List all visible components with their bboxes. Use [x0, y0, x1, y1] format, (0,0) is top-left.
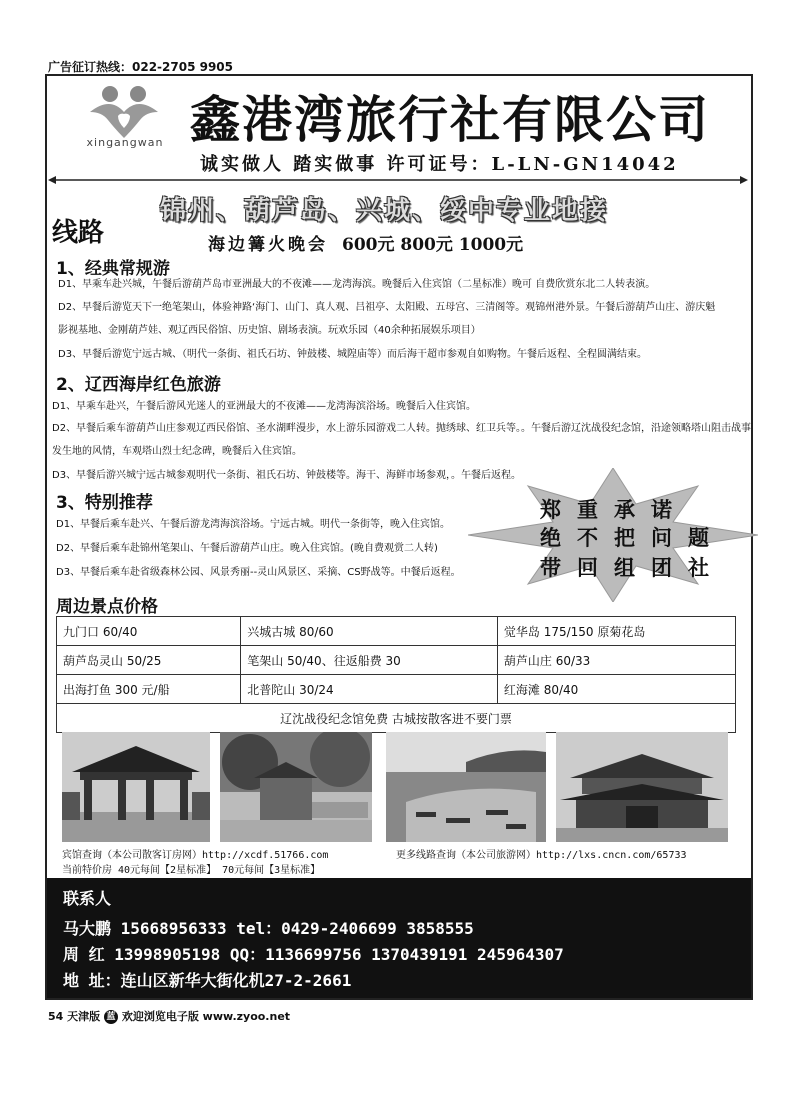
- price-cell: 兴城古城 80/60: [241, 617, 498, 646]
- price-cell: 葫芦山庄 60/33: [497, 646, 735, 675]
- footer-text: 欢迎浏览电子版 www.zyoo.net: [121, 1010, 291, 1023]
- price-cell: 笔架山 50/40、往返船费 30: [241, 646, 498, 675]
- section-title: 2、辽西海岸红色旅游: [56, 375, 221, 395]
- table-row: [57, 704, 736, 733]
- route-line: D2、早餐后乘车赴锦州笔架山、午餐后游葫芦山庄。晚入住宾馆。(晚自费观赏二人转): [56, 543, 438, 554]
- contact-line: 周 红 13998905198 QQ：1136699756 1370439191 245964307: [63, 945, 564, 964]
- free-note: 辽沈战役纪念馆免费 古城按散客进不要门票: [57, 704, 736, 733]
- page-footer: [48, 1008, 290, 1024]
- special-room-caption: 当前特价房 40元每间【2星标准】 70元每间【3星标准】: [62, 865, 321, 876]
- temple-photo: [556, 732, 728, 842]
- contact-title: 联系人: [63, 889, 112, 908]
- route-line: 影视基地、金刚葫芦娃、观辽西民俗馆、历史馆、剧场表演。玩欢乐园（40余种拓展娱乐项目）: [58, 325, 481, 336]
- promise-line: 郑重承诺: [540, 497, 688, 522]
- table-row: [57, 675, 736, 704]
- more-routes-caption: 更多线路查询（本公司旅游网）http://lxs.cncn.com/65733: [396, 850, 687, 861]
- price-cell: 九门口 60/40: [57, 617, 241, 646]
- price-cell: 葫芦岛灵山 50/25: [57, 646, 241, 675]
- table-row: [57, 617, 736, 646]
- slogan: 诚实做人 踏实做事 许可证号：L-LN-GN14042: [200, 154, 679, 175]
- banner-headline: 锦州、葫芦岛、兴城、绥中专业地接: [160, 196, 609, 226]
- route-line: 发生地的风情，车观塔山烈士纪念碑，晚餐后入住宾馆。: [52, 446, 302, 457]
- logo-text: xingangwan: [86, 136, 164, 149]
- price-cell: 出海打鱼 300 元/船: [57, 675, 241, 704]
- bonfire-party: [208, 230, 523, 255]
- price-cell: 红海滩 80/40: [497, 675, 735, 704]
- price-cell: 觉华岛 175/150 原菊花岛: [497, 617, 735, 646]
- route-line: D1、早乘车赴兴，午餐后游风光迷人的亚洲最大的不夜滩——龙湾海滨浴场。晚餐后入住宾馆。: [52, 401, 477, 412]
- ad-hotline: 广告征订热线：022-2705 9905: [48, 60, 234, 74]
- route-line: D1、早乘车赴兴城，午餐后游葫芦岛市亚洲最大的不夜滩——龙湾海滨。晚餐后入住宾馆（二星标准）晚可 自费欣赏东北二人转表演。: [58, 279, 656, 290]
- party-prices: 600元 800元 1000元: [342, 235, 524, 255]
- promise-line: 带回组团社: [540, 555, 725, 580]
- price-table: [56, 616, 736, 733]
- route-line: D2、早餐后乘车游葫芦山庄参观辽西民俗馆、圣水湖畔漫步，水上游乐园游戏二人转。抛绣球、红卫兵等。。午餐后游辽沈战役纪念馆，沿途领略塔山阻击战事: [52, 423, 752, 434]
- route-line: D3、早餐后游兴城宁远古城参观明代一条街、祖氏石坊、钟鼓楼等。海干、海鲜市场参观，。午餐后返程。: [52, 470, 522, 481]
- prices-title: 周边景点价格: [56, 597, 158, 617]
- route-line: D2、早餐后游览天下一绝笔架山，体验神路‘海门、山门、真人观、吕祖亭、太阳殿、五母宫、三清阁等。观锦州港外景。午餐后游葫芦山庄、游庆魁: [58, 302, 716, 313]
- double-arrow-rule: [48, 176, 748, 184]
- section-title: 1、经典常规游: [56, 259, 170, 279]
- routes-title: 线路: [52, 218, 105, 248]
- page-number: 54 天津版: [48, 1010, 101, 1023]
- contact-panel: [47, 878, 751, 998]
- party-label: 海边篝火晚会: [208, 235, 328, 255]
- route-line: D3、早餐后游览宁远古城、（明代一条街、祖氏石坊、钟鼓楼、城隍庙等）而后海干超市参观自如购物。午餐后返程、全程圆满结束。: [58, 349, 648, 360]
- promise-line: 绝不把问题: [540, 525, 725, 550]
- courtyard-photo: [220, 732, 372, 842]
- contact-address: 地 址：连山区新华大街化机27-2-2661: [63, 971, 352, 990]
- section-title: 3、特别推荐: [56, 493, 153, 513]
- beach-boats-photo: [386, 732, 546, 842]
- route-line: D3、早餐后乘车赴省级森林公园、风景秀丽--灵山风景区、采摘、CS野战等。中餐后返程。: [56, 567, 461, 578]
- price-cell: 北普陀山 30/24: [241, 675, 498, 704]
- edition-badge: 蓝: [104, 1010, 118, 1024]
- company-name: 鑫港湾旅行社有限公司: [190, 90, 710, 149]
- route-line: D1、早餐后乘车赴兴、午餐后游龙湾海滨浴场。宁远古城。明代一条街等，晚入住宾馆。: [56, 519, 451, 530]
- contact-line: 马大鹏 15668956333 tel：0429-2406699 3858555: [63, 919, 474, 938]
- table-row: [57, 646, 736, 675]
- archway-photo: [62, 732, 210, 842]
- hotel-caption: 宾馆查询（本公司散客订房网）http://xcdf.51766.com: [62, 850, 329, 861]
